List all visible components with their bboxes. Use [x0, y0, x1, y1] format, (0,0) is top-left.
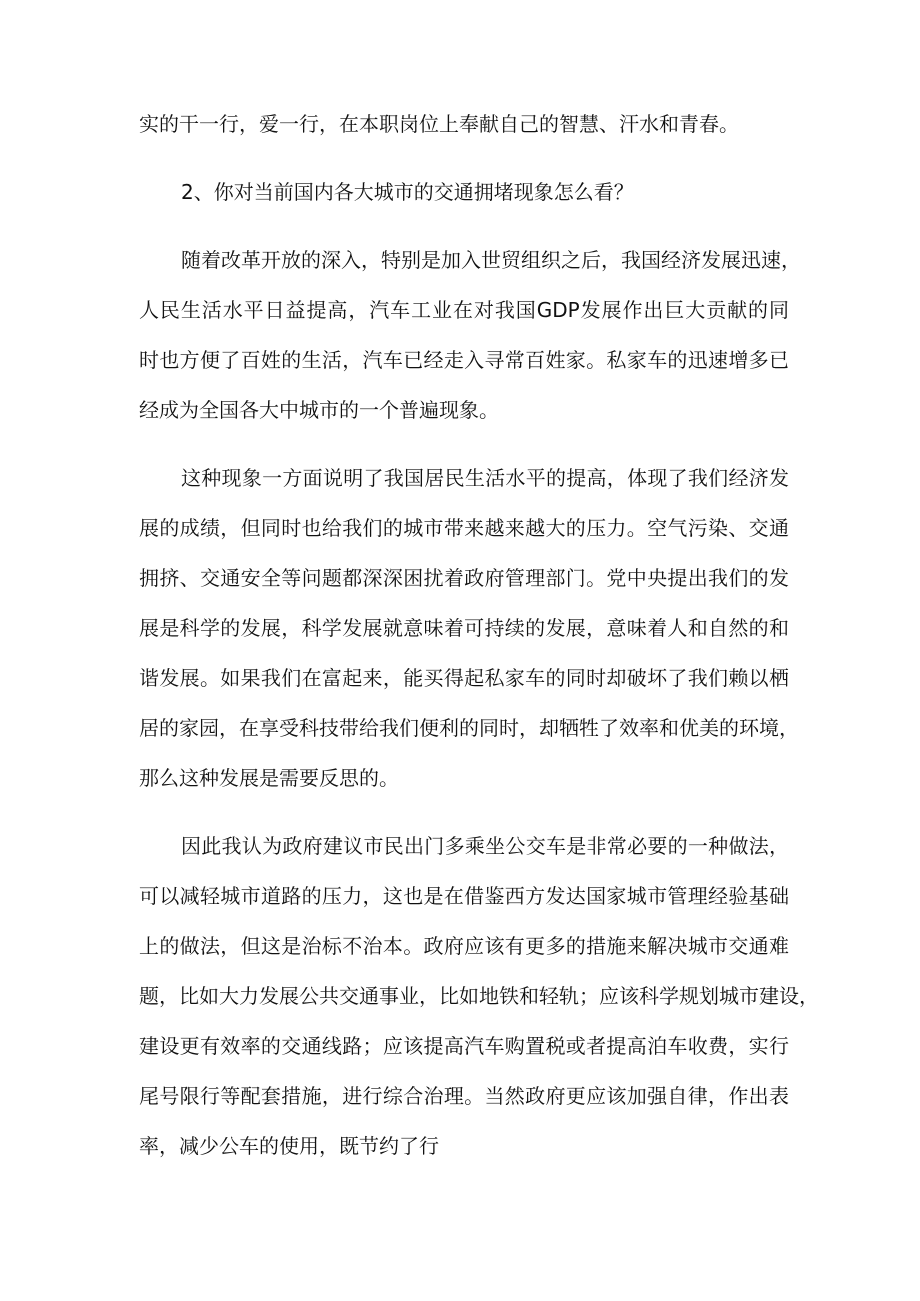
- text-line: 上的做法，但这是治标不治本。政府应该有更多的措施来解决城市交通难: [139, 934, 789, 958]
- text-line: 人民生活水平日益提高，汽车工业在对我国GDP发展作出巨大贡献的同: [139, 298, 789, 322]
- text-line: 展是科学的发展，科学发展就意味着可持续的发展，意味着人和自然的和: [139, 616, 789, 640]
- text-line: 谐发展。如果我们在富起来，能买得起私家车的同时却破坏了我们赖以栖: [139, 666, 789, 690]
- text-line: 实的干一行，爱一行，在本职岗位上奉献自己的智慧、汗水和青春。: [139, 112, 739, 136]
- text-line: 因此我认为政府建议市民出门多乘坐公交车是非常必要的一种做法，: [181, 834, 789, 858]
- text-line: 经成为全国各大中城市的一个普遍现象。: [139, 398, 499, 422]
- text-line: 那么这种发展是需要反思的。: [139, 766, 399, 790]
- text-line: 时也方便了百姓的生活，汽车已经走入寻常百姓家。私家车的迅速增多已: [139, 348, 789, 372]
- text-line: 尾号限行等配套措施，进行综合治理。当然政府更应该加强自律，作出表: [139, 1084, 789, 1108]
- text-line: 居的家园，在享受科技带给我们便利的同时，却牺牲了效率和优美的环境，: [139, 716, 799, 740]
- text-line: 率，减少公车的使用，既节约了行: [139, 1134, 439, 1158]
- text-line: 展的成绩，但同时也给我们的城市带来越来越大的压力。空气污染、交通: [139, 516, 789, 540]
- text-line: 题，比如大力发展公共交通事业，比如地铁和轻轨；应该科学规划城市建设，: [139, 984, 819, 1008]
- text-line: 可以减轻城市道路的压力，这也是在借鉴西方发达国家城市管理经验基础: [139, 884, 789, 908]
- question-heading: 2、你对当前国内各大城市的交通拥堵现象怎么看？: [181, 180, 634, 204]
- text-line: 这种现象一方面说明了我国居民生活水平的提高，体现了我们经济发: [181, 466, 789, 490]
- text-line: 建设更有效率的交通线路；应该提高汽车购置税或者提高泊车收费，实行: [139, 1034, 789, 1058]
- text-line: 随着改革开放的深入，特别是加入世贸组织之后，我国经济发展迅速，: [181, 248, 801, 272]
- text-line: 拥挤、交通安全等问题都深深困扰着政府管理部门。党中央提出我们的发: [139, 566, 789, 590]
